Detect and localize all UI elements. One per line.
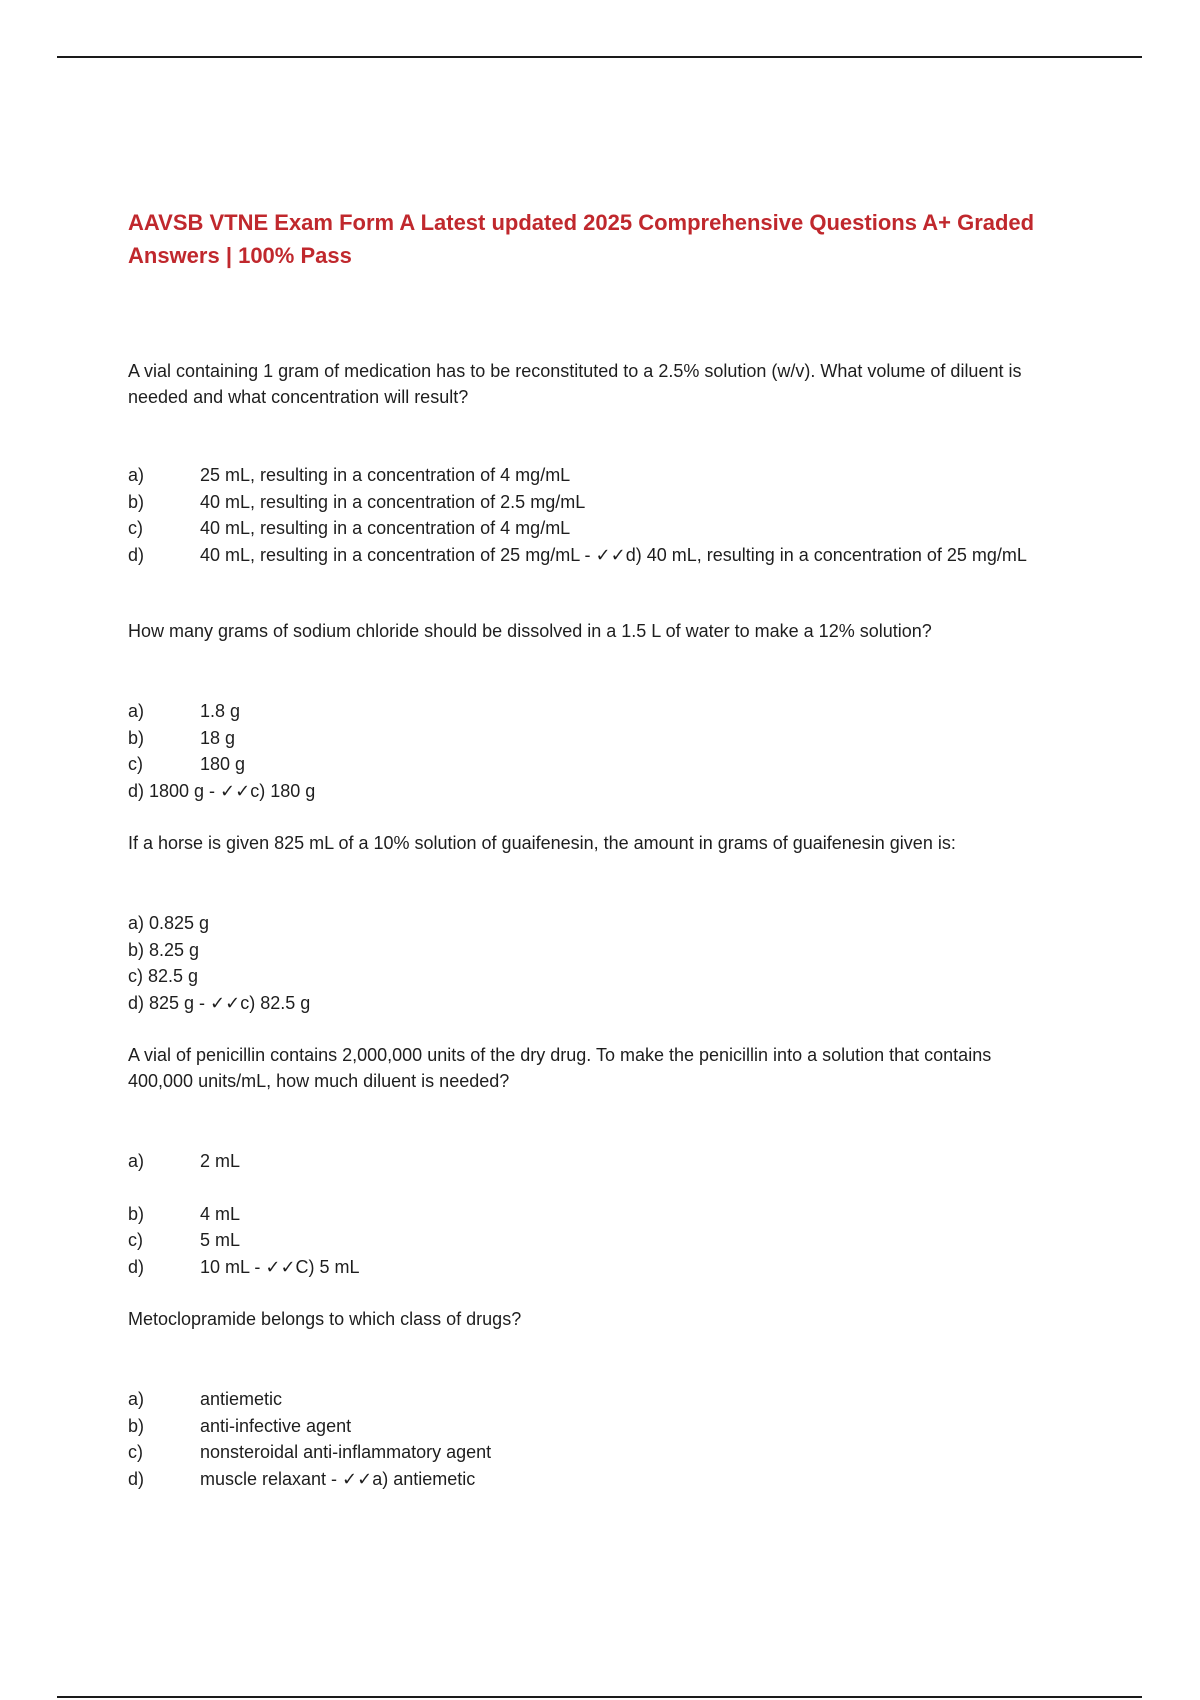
question-block: [128, 358, 1058, 568]
option-text: 180 g: [200, 754, 246, 774]
question-text: If a horse is given 825 mL of a 10% solution of guaifenesin, the amount in grams of guaifenesin given is:: [128, 833, 956, 853]
question-block: [128, 618, 1058, 804]
option-item: [128, 1227, 1058, 1254]
option-letter: a): [128, 1389, 145, 1409]
option-item: [128, 1386, 1058, 1413]
option-letter: c): [128, 1442, 143, 1462]
option-item: a) 0.825 g: [128, 913, 210, 933]
option-item: [128, 1148, 1058, 1175]
question-block: [128, 1042, 1058, 1280]
option-letter: c): [128, 518, 143, 538]
options-list: [128, 698, 1058, 804]
spacer: [128, 1175, 1058, 1201]
option-text: 25 mL, resulting in a concentration of 4 mg/mL: [200, 465, 571, 485]
option-text: 40 mL, resulting in a concentration of 2.5 mg/mL: [200, 491, 586, 512]
option-item: [128, 1413, 1058, 1440]
option-item: [128, 515, 1058, 542]
question-text: A vial of penicillin contains 2,000,000 units of the dry drug. To make the penicillin into a solution that contains 400,000 units/mL, how much diluent is needed?: [128, 1045, 992, 1091]
option-text: 10 mL - ✓✓C) 5 mL: [200, 1256, 360, 1277]
question-block: [128, 830, 1058, 1016]
option-letter: a): [128, 1151, 145, 1171]
option-text: 4 mL: [200, 1203, 241, 1224]
option-letter: b): [128, 491, 145, 512]
option-text: antiemetic: [200, 1389, 283, 1409]
option-text: 2 mL: [200, 1151, 241, 1171]
header-rule: [57, 56, 1142, 58]
footer-rule: [57, 1696, 1142, 1698]
option-item-answer: [128, 542, 1058, 569]
option-letter: a): [128, 465, 145, 485]
option-letter: c): [128, 1230, 143, 1250]
option-letter: b): [128, 1415, 145, 1436]
option-item: [128, 1439, 1058, 1466]
option-letter: d): [128, 544, 145, 565]
option-item: b) 8.25 g: [128, 939, 200, 960]
question-text: How many grams of sodium chloride should be dissolved in a 1.5 L of water to make a 12% solution?: [128, 621, 932, 641]
question-text: A vial containing 1 gram of medication has to be reconstituted to a 2.5% solution (w/v). What volume of diluent is needed and what concentration will result?: [128, 361, 1022, 407]
option-item: c) 82.5 g: [128, 966, 199, 986]
option-letter: d): [128, 1468, 145, 1489]
document-body: [128, 206, 1058, 1492]
options-list: [128, 462, 1058, 568]
option-item-answer: [128, 1254, 1058, 1281]
option-item: [128, 698, 1058, 725]
option-letter: b): [128, 1203, 145, 1224]
options-list: [128, 910, 1058, 1016]
option-text: 40 mL, resulting in a concentration of 25 mg/mL - ✓✓d) 40 mL, resulting in a concentration of 25 mg/mL: [200, 544, 1027, 565]
option-letter: d): [128, 1256, 145, 1277]
option-letter: c): [128, 754, 143, 774]
option-item: [128, 751, 1058, 778]
option-text: nonsteroidal anti-inflammatory agent: [200, 1442, 492, 1462]
answer-line: d) 825 g - ✓✓c) 82.5 g: [128, 992, 311, 1013]
question-text: Metoclopramide belongs to which class of drugs?: [128, 1309, 522, 1329]
option-letter: a): [128, 701, 145, 721]
options-list: [128, 1386, 1058, 1492]
question-block: [128, 1306, 1058, 1492]
option-item: [128, 725, 1058, 752]
option-text: muscle relaxant - ✓✓a) antiemetic: [200, 1468, 476, 1489]
answer-line: d) 1800 g - ✓✓c) 180 g: [128, 780, 316, 801]
option-text: anti-infective agent: [200, 1415, 352, 1436]
options-list: [128, 1148, 1058, 1280]
option-item-answer: [128, 1466, 1058, 1493]
option-letter: b): [128, 727, 145, 748]
option-item: [128, 462, 1058, 489]
option-item: [128, 1201, 1058, 1228]
option-text: 40 mL, resulting in a concentration of 4 mg/mL: [200, 518, 571, 538]
option-text: 18 g: [200, 727, 236, 748]
option-text: 5 mL: [200, 1230, 241, 1250]
option-text: 1.8 g: [200, 701, 241, 721]
document-title: AAVSB VTNE Exam Form A Latest updated 2025 Comprehensive Questions A+ Graded Answers | 100% Pass: [128, 210, 1035, 268]
option-item: [128, 489, 1058, 516]
